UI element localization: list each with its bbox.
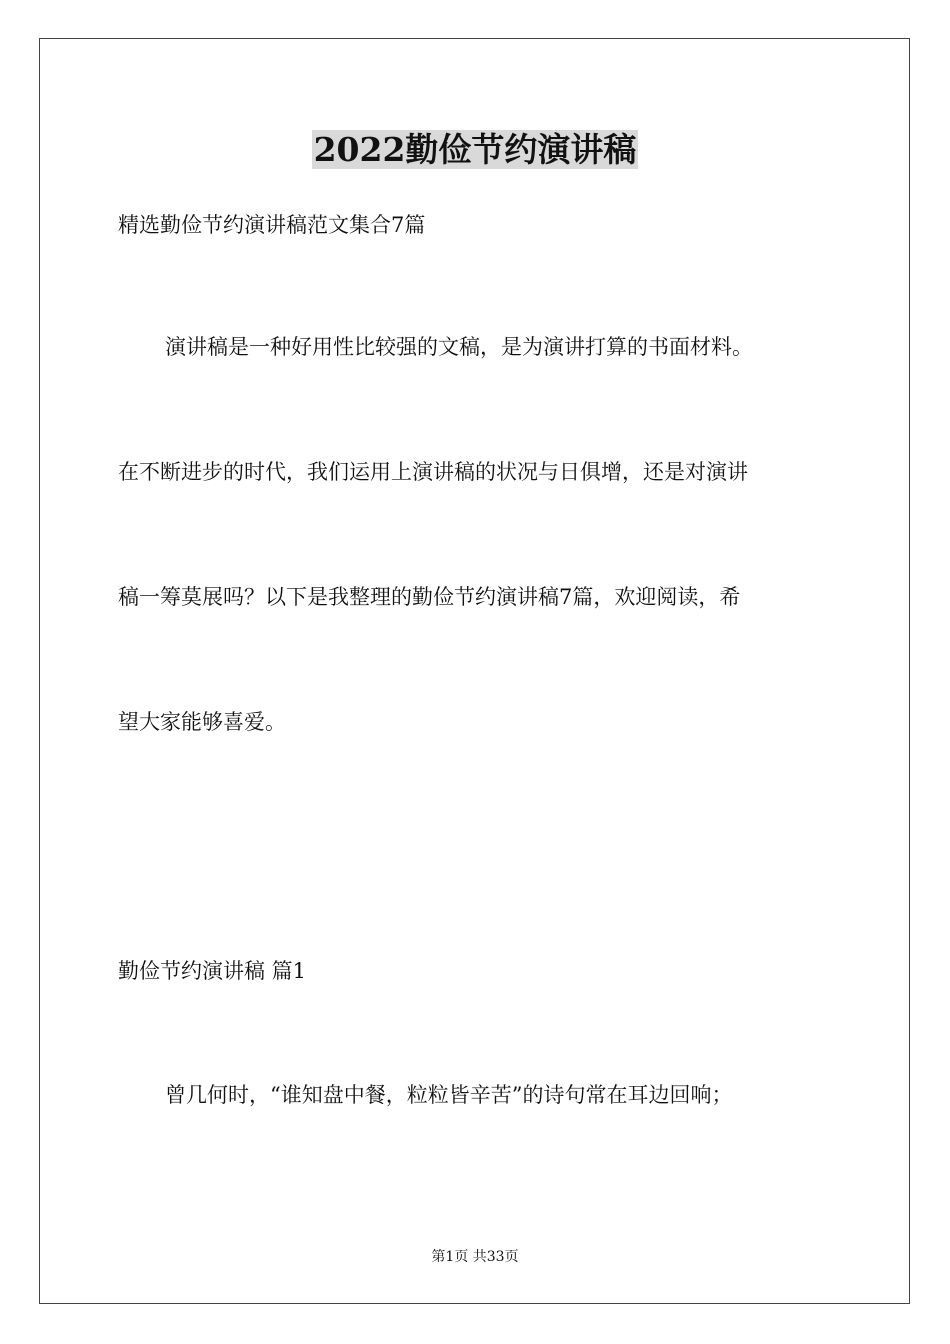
- intro-paragraph-line-4: 望大家能够喜爱。: [118, 710, 286, 734]
- intro-paragraph-line-3: 稿一筹莫展吗？以下是我整理的勤俭节约演讲稿7篇，欢迎阅读，希: [118, 585, 741, 609]
- document-subtitle: 精选勤俭节约演讲稿范文集合7篇: [118, 213, 426, 237]
- page-footer: 第1页 共33页: [431, 1249, 519, 1265]
- section-heading: 勤俭节约演讲稿 篇1: [118, 959, 307, 983]
- document-title: [0, 128, 950, 172]
- document-title-text: 2022勤俭节约演讲稿: [313, 130, 637, 169]
- intro-paragraph-line-1: 演讲稿是一种好用性比较强的文稿，是为演讲打算的书面材料。: [165, 335, 753, 359]
- intro-paragraph-line-2: 在不断进步的时代，我们运用上演讲稿的状况与日俱增，还是对演讲: [118, 460, 748, 484]
- section-paragraph-line-1: 曾几何时，“谁知盘中餐，粒粒皆辛苦”的诗句常在耳边回响；: [165, 1083, 733, 1107]
